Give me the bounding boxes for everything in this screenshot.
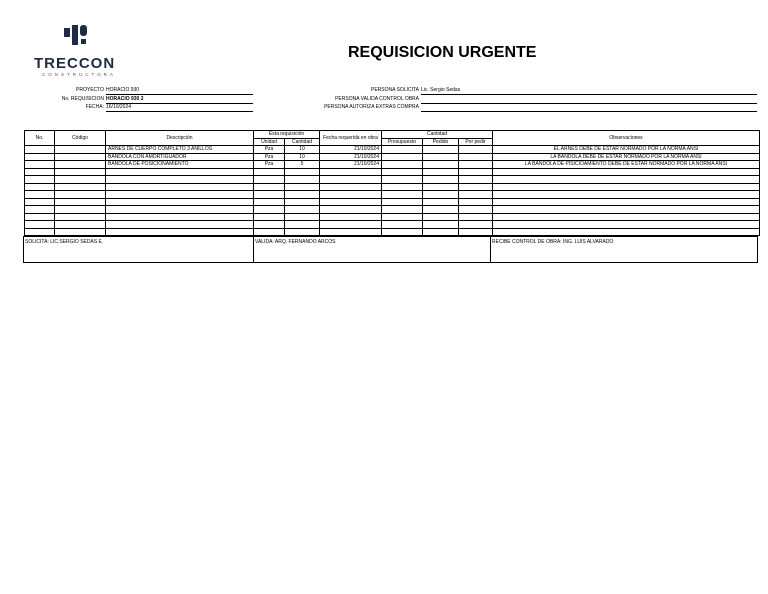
cell-codigo xyxy=(55,161,106,169)
cell-observaciones xyxy=(493,183,760,191)
cell-pedido xyxy=(423,221,459,229)
header-presupuesto: Presupuesto xyxy=(382,138,423,146)
header-cantidad: Cantidad xyxy=(285,138,320,146)
cell-no xyxy=(25,206,55,214)
cell-por-pedir xyxy=(459,206,493,214)
persona-solicita-value: Lic. Sergio Sedas xyxy=(421,87,757,95)
cell-descripcion xyxy=(106,221,254,229)
cell-por-pedir xyxy=(459,191,493,199)
cell-unidad xyxy=(254,198,285,206)
cell-observaciones xyxy=(493,221,760,229)
cell-presupuesto xyxy=(382,191,423,199)
header-no: No. xyxy=(25,131,55,146)
cell-descripcion xyxy=(106,228,254,236)
brand-subtitle: CONSTRUCTORA xyxy=(42,72,116,77)
cell-observaciones xyxy=(493,176,760,184)
cell-pedido xyxy=(423,176,459,184)
cell-codigo xyxy=(55,146,106,154)
cell-pedido xyxy=(423,168,459,176)
cell-pedido xyxy=(423,146,459,154)
cell-por-pedir xyxy=(459,228,493,236)
cell-no xyxy=(25,161,55,169)
cell-no xyxy=(25,153,55,161)
table-row xyxy=(25,153,760,161)
cell-codigo xyxy=(55,221,106,229)
cell-descripcion xyxy=(106,176,254,184)
recibe-signature: RECIBE CONTROL DE OBRA: ING. LUIS ALVARADO xyxy=(490,236,758,263)
table-row xyxy=(25,191,760,199)
cell-unidad xyxy=(254,228,285,236)
cell-unidad xyxy=(254,191,285,199)
requisition-number-value: HORACIO 930 2 xyxy=(106,96,253,104)
cell-unidad xyxy=(254,206,285,214)
cell-presupuesto xyxy=(382,213,423,221)
requisition-table xyxy=(24,130,760,236)
cell-pedido xyxy=(423,206,459,214)
cell-presupuesto xyxy=(382,153,423,161)
cell-por-pedir xyxy=(459,146,493,154)
header-descripcion: Descripción xyxy=(106,131,254,146)
header-por-pedir: Por pedir xyxy=(459,138,493,146)
cell-fecha xyxy=(320,183,382,191)
cell-descripcion xyxy=(106,206,254,214)
table-row xyxy=(25,198,760,206)
cell-unidad: Pza xyxy=(254,153,285,161)
header-observaciones: Observaciones xyxy=(493,131,760,146)
cell-presupuesto xyxy=(382,168,423,176)
cell-unidad xyxy=(254,176,285,184)
cell-fecha: 21/10/2024 xyxy=(320,153,382,161)
cell-cantidad: 10 xyxy=(285,153,320,161)
cell-observaciones xyxy=(493,206,760,214)
cell-descripcion xyxy=(106,168,254,176)
cell-presupuesto xyxy=(382,206,423,214)
cell-por-pedir xyxy=(459,153,493,161)
cell-cantidad xyxy=(285,176,320,184)
project-label: PROYECTO xyxy=(76,87,104,93)
persona-valida-value xyxy=(421,96,757,104)
date-value: 16/10/2024 xyxy=(106,104,253,112)
cell-no xyxy=(25,176,55,184)
cell-descripcion xyxy=(106,183,254,191)
cell-pedido xyxy=(423,191,459,199)
cell-observaciones xyxy=(493,198,760,206)
cell-cantidad xyxy=(285,213,320,221)
cell-por-pedir xyxy=(459,183,493,191)
cell-descripcion xyxy=(106,191,254,199)
cell-fecha xyxy=(320,191,382,199)
cell-por-pedir xyxy=(459,198,493,206)
cell-observaciones: EL ARNES DEBE DE ESTAR NORMADO POR LA NORMA ANSI xyxy=(493,146,760,154)
brand-name: TRECCON xyxy=(34,55,116,72)
cell-descripcion xyxy=(106,198,254,206)
cell-por-pedir xyxy=(459,176,493,184)
treccon-logo-icon xyxy=(62,25,90,53)
table-row xyxy=(25,221,760,229)
header-fecha: Fecha requerida en obra xyxy=(320,131,382,146)
cell-no xyxy=(25,198,55,206)
cell-cantidad xyxy=(285,221,320,229)
cell-no xyxy=(25,221,55,229)
solicita-signature: SOLICITA: LIC.SERGIO SEDAS E. xyxy=(23,236,254,263)
table-row xyxy=(25,146,760,154)
requisition-number-label: No. REQUISICION xyxy=(61,96,104,102)
cell-no xyxy=(25,168,55,176)
cell-por-pedir xyxy=(459,221,493,229)
cell-observaciones xyxy=(493,191,760,199)
cell-no xyxy=(25,191,55,199)
cell-descripcion xyxy=(106,213,254,221)
table-row xyxy=(25,168,760,176)
header-cantidad-group: Cantidad xyxy=(382,131,493,139)
cell-codigo xyxy=(55,228,106,236)
cell-presupuesto xyxy=(382,176,423,184)
cell-unidad xyxy=(254,183,285,191)
cell-codigo xyxy=(55,198,106,206)
cell-fecha xyxy=(320,213,382,221)
cell-pedido xyxy=(423,198,459,206)
cell-fecha xyxy=(320,228,382,236)
cell-observaciones: LA BANDOLA DEBE DE ESTAR NORMADO POR LA NORMA ANSI xyxy=(493,153,760,161)
cell-codigo xyxy=(55,153,106,161)
cell-unidad xyxy=(254,213,285,221)
cell-cantidad xyxy=(285,168,320,176)
cell-codigo xyxy=(55,191,106,199)
cell-cantidad: 5 xyxy=(285,161,320,169)
date-label: FECHA: xyxy=(85,104,104,110)
cell-observaciones xyxy=(493,228,760,236)
cell-no xyxy=(25,228,55,236)
cell-codigo xyxy=(55,176,106,184)
cell-pedido xyxy=(423,153,459,161)
cell-cantidad xyxy=(285,198,320,206)
cell-unidad: Pza xyxy=(254,161,285,169)
table-row xyxy=(25,176,760,184)
persona-valida-label: PERSONA VALIDA CONTROL OBRA xyxy=(335,96,419,102)
cell-codigo xyxy=(55,206,106,214)
cell-unidad xyxy=(254,168,285,176)
cell-codigo xyxy=(55,183,106,191)
cell-por-pedir xyxy=(459,168,493,176)
table-row xyxy=(25,183,760,191)
header-unidad: Unidad xyxy=(254,138,285,146)
cell-pedido xyxy=(423,213,459,221)
persona-autoriza-value xyxy=(421,104,757,112)
table-row xyxy=(25,213,760,221)
cell-cantidad xyxy=(285,228,320,236)
cell-observaciones: LA BANDOLA DE PISICIOAMIENTO DEBE DE ESTAR NORMADO POR LA NORMA ANSI xyxy=(493,161,760,169)
table-row xyxy=(25,206,760,214)
header-pedido: Pedido xyxy=(423,138,459,146)
persona-autoriza-label: PERSONA AUTORIZA EXTRAS COMPRA xyxy=(324,104,419,110)
cell-pedido xyxy=(423,228,459,236)
cell-presupuesto xyxy=(382,146,423,154)
document-title: REQUISICION URGENTE xyxy=(348,44,537,61)
header-codigo: Código xyxy=(55,131,106,146)
cell-por-pedir xyxy=(459,161,493,169)
cell-descripcion: ARNES DE CUERPO COMPLETO 3 ANILLOS xyxy=(106,146,254,154)
table-row xyxy=(25,161,760,169)
cell-presupuesto xyxy=(382,161,423,169)
cell-fecha xyxy=(320,206,382,214)
cell-fecha xyxy=(320,221,382,229)
cell-no xyxy=(25,146,55,154)
cell-no xyxy=(25,213,55,221)
cell-cantidad: 10 xyxy=(285,146,320,154)
cell-fecha xyxy=(320,198,382,206)
cell-presupuesto xyxy=(382,228,423,236)
table-row xyxy=(25,228,760,236)
cell-cantidad xyxy=(285,206,320,214)
cell-presupuesto xyxy=(382,221,423,229)
cell-descripcion: BANDOLA DE POSICIONAMIENTO xyxy=(106,161,254,169)
cell-por-pedir xyxy=(459,213,493,221)
cell-observaciones xyxy=(493,168,760,176)
cell-pedido xyxy=(423,183,459,191)
cell-pedido xyxy=(423,161,459,169)
cell-unidad: Pza xyxy=(254,146,285,154)
cell-cantidad xyxy=(285,191,320,199)
cell-codigo xyxy=(55,213,106,221)
cell-fecha xyxy=(320,176,382,184)
cell-fecha: 21/10/2024 xyxy=(320,161,382,169)
cell-unidad xyxy=(254,221,285,229)
valida-signature: VALIDA: ARQ. FERNANDO ARCOS xyxy=(253,236,491,263)
persona-solicita-label: PERSONA SOLICITA xyxy=(371,87,419,93)
cell-cantidad xyxy=(285,183,320,191)
cell-codigo xyxy=(55,168,106,176)
cell-no xyxy=(25,183,55,191)
cell-descripcion: BANDOLA CON AMORTIGUADOR xyxy=(106,153,254,161)
header-esta-requisicion: Esta requisición xyxy=(254,131,320,139)
cell-fecha: 21/10/2024 xyxy=(320,146,382,154)
cell-presupuesto xyxy=(382,183,423,191)
cell-presupuesto xyxy=(382,198,423,206)
cell-observaciones xyxy=(493,213,760,221)
project-value: HORACIO 930 xyxy=(106,87,253,95)
cell-fecha xyxy=(320,168,382,176)
